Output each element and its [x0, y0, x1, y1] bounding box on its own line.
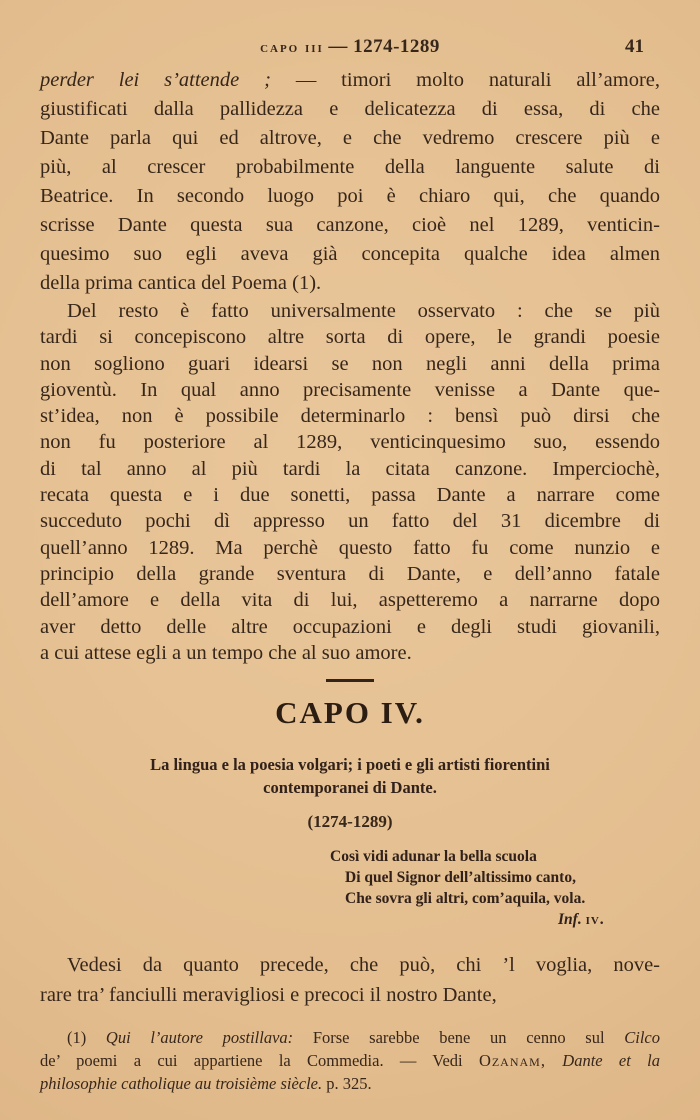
text-line: Del resto è fatto universalmente osservato : che se più	[67, 300, 660, 322]
text-line: della prima cantica del Poema (1).	[40, 272, 322, 294]
epigraph-line: Così vidi adunar la bella scuola	[330, 848, 537, 866]
epigraph-line: Di quel Signor dell’altissimo canto,	[345, 869, 576, 887]
epigraph-attribution	[330, 909, 700, 930]
text-line: non sogliono guari idearsi se non negli anni della prima	[40, 352, 660, 375]
text-line: rare tra’ fanciulli meravigliosi e precoci il nostro Dante,	[40, 984, 497, 1007]
attribution-work: Inf.	[558, 911, 582, 929]
footnote-text-segment: p. 325.	[322, 1074, 372, 1094]
text-line: Beatrice. In secondo luogo poi è chiaro qui, che quando	[40, 185, 660, 207]
running-chapter-label: capo iii	[260, 40, 324, 56]
chapter-title: CAPO IV.	[275, 695, 425, 731]
page-number: 41	[625, 36, 644, 57]
footnote-italic-segment: Qui l’autore postillava:	[105, 1028, 294, 1048]
text-line: principio della grande sventura di Dante, e dell’anno fatale	[40, 562, 660, 585]
body-paragraph-1	[40, 66, 660, 298]
text-line: dell’amore e della vita di lui, aspetteremo a narrarne dopo	[40, 589, 660, 612]
attribution-canto: iv.	[585, 911, 605, 929]
text-line: più, al crescer probabilmente della languente salute di	[40, 156, 660, 178]
text-line: st’idea, non è possibile determinarlo : bensì può dirsi che	[40, 405, 660, 428]
section-divider-rule	[326, 679, 374, 682]
text-line: non fu posteriore al 1289, venticinquesimo suo, essendo	[40, 431, 660, 454]
text-line: recata questa e i due sonetti, passa Dante a narrare come	[40, 484, 660, 507]
epigraph	[330, 846, 700, 930]
footnote-text-segment: Forse sarebbe bene un cenno sul	[293, 1028, 625, 1048]
body-paragraph-3	[40, 950, 660, 1010]
chapter-subtitle-line: La lingua e la poesia volgari; i poeti e gli artisti fiorentini	[150, 755, 550, 775]
text-line: tardi si concepiscono altre sorta di opere, le grandi poesie	[40, 326, 660, 349]
text-line: succeduto pochi dì appresso un fatto del 31 dicembre di	[40, 510, 660, 533]
epigraph-line: Che sovra gli altri, com’aquila, vola.	[345, 890, 586, 908]
text-block	[40, 66, 660, 666]
footnote-italic-segment: Cilco	[624, 1028, 660, 1048]
body-paragraph-2	[40, 298, 660, 666]
text-segment: — timori molto naturali all’amore,	[270, 69, 660, 91]
footnote-marker: (1)	[67, 1028, 106, 1048]
footnote-italic-segment: Dante et la	[545, 1051, 660, 1071]
text-line: gioventù. In qual anno precisamente venisse a Dante que-	[40, 378, 660, 401]
text-line: scrisse Dante questa sua canzone, cioè nel 1289, venticin-	[40, 214, 660, 236]
text-line: aver detto delle altre occupazioni e degli studi giovanili,	[40, 615, 660, 638]
chapter-subtitle-line: contemporanei di Dante.	[263, 778, 437, 798]
text-line: a cui attese egli a un tempo che al suo amore.	[40, 641, 412, 664]
chapter-subtitle	[0, 753, 700, 799]
text-line: di tal anno al più tardi la citata canzone. Imperciochè,	[40, 457, 660, 480]
running-title	[0, 36, 700, 58]
footnote	[40, 1026, 660, 1095]
footnote-line	[40, 1072, 660, 1095]
footnote-text-segment: de’ poemi a cui appartiene la Commedia. — Vedi	[40, 1051, 479, 1071]
footnote-line	[40, 1026, 660, 1049]
footnote-author-name: Ozanam,	[478, 1051, 546, 1071]
text-line: Vedesi da quanto precede, che può, chi ’l voglia, nove-	[67, 954, 660, 977]
text-line: Dante parla qui ed altrove, e che vedremo crescere più e	[40, 127, 660, 149]
text-line	[40, 66, 660, 95]
running-head	[0, 0, 700, 62]
chapter-date-range: (1274-1289)	[307, 812, 393, 832]
text-line: quell’anno 1289. Ma perchè questo fatto fu come nunzio e	[40, 536, 660, 559]
footnote-line	[40, 1049, 660, 1072]
italic-lead-text: perder lei s’attende ;	[40, 69, 271, 91]
text-line: quesimo suo egli aveva già concepita qualche idea almen	[40, 243, 660, 265]
footnote-italic-segment: philosophie catholique au troisième siècle.	[40, 1074, 323, 1094]
text-line: giustificati dalla pallidezza e delicatezza di essa, di che	[40, 98, 660, 120]
running-date-range: — 1274-1289	[328, 36, 440, 57]
